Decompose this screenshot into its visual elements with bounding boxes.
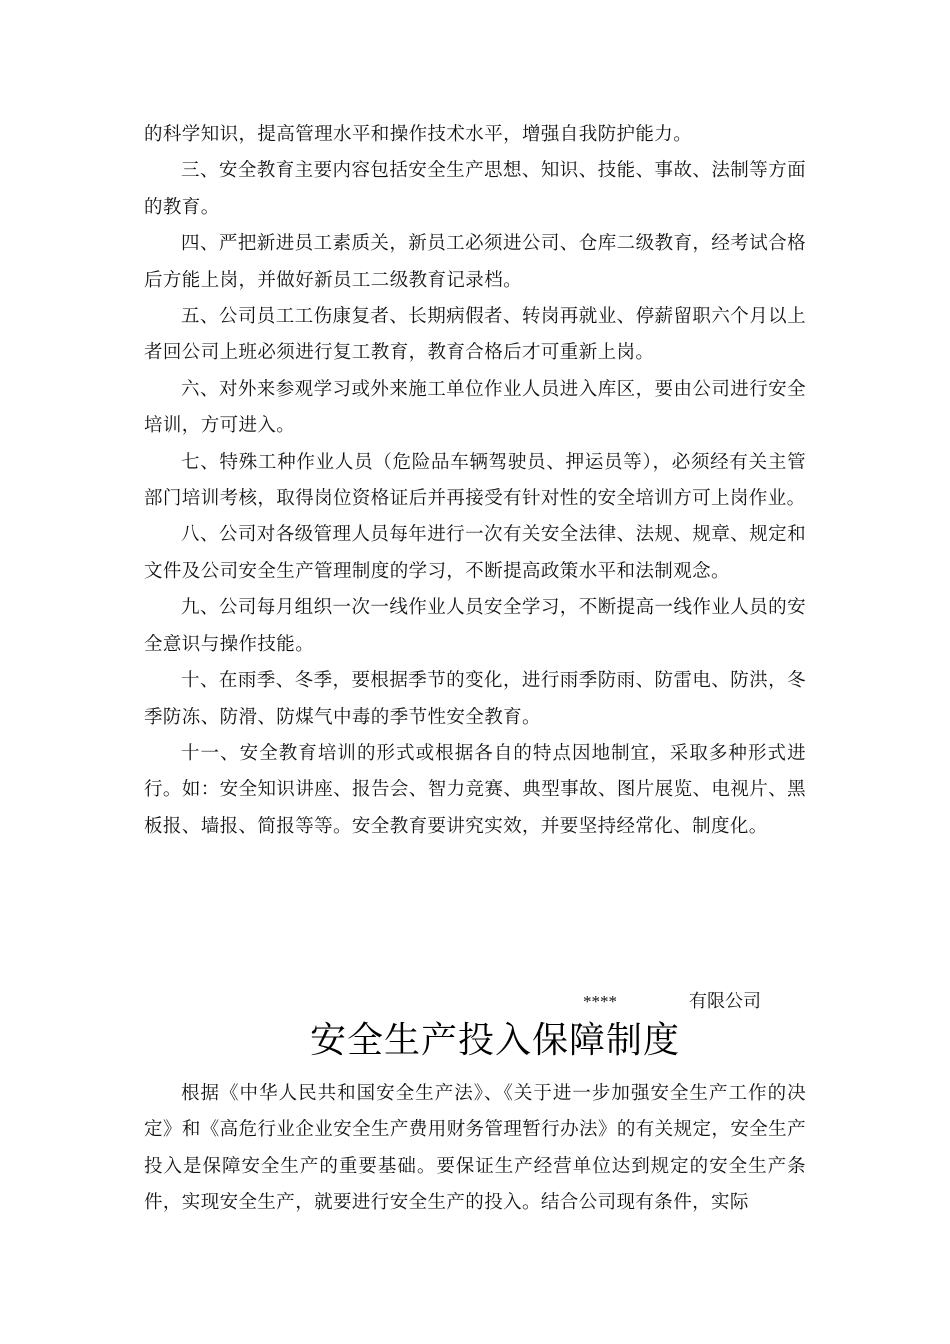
document-title: 安全生产投入保障制度 — [309, 1020, 680, 1061]
paragraph-continuation: 的科学知识，提高管理水平和操作技术水平，增强自我防护能力。 — [144, 124, 693, 145]
paragraph-clause-6: 六、对外来参观学习或外来施工单位作业人员进入库区，要由公司进行安全培训，方可进入。 — [144, 378, 806, 437]
paragraph-intro: 根据《中华人民共和国安全生产法》、《关于进一步加强安全生产工作的决定》和《高危行业企业安全生产费用财务管理暂行办法》的有关规定，安全生产投入是保障安全生产的重要基础。要保证生产经营单位达到规定的安全生产条件，实现安全生产，就要进行安全生产的投入。结合公司现有条件，实际 — [144, 1083, 806, 1214]
paragraph-clause-5: 五、公司员工工伤康复者、长期病假者、转岗再就业、停薪留职六个月以上者回公司上班必须进行复工教育，教育合格后才可重新上岗。 — [144, 306, 806, 364]
paragraph-clause-7: 七、特殊工种作业人员（危险品车辆驾驶员、押运员等），必须经有关主管部门培训考核，取得岗位资格证后并再接受有针对性的安全培训方可上岗作业。 — [144, 451, 806, 510]
company-name-line — [583, 988, 813, 1016]
company-name-placeholder: **** — [583, 992, 617, 1011]
paragraph-clause-3: 三、安全教育主要内容包括安全生产思想、知识、技能、事故、法制等方面的教育。 — [144, 160, 806, 218]
paragraph-clause-10: 十、在雨季、冬季，要根据季节的变化，进行雨季防雨、防雷电、防洪，冬季防冻、防滑、防煤气中毒的季节性安全教育。 — [144, 670, 806, 728]
paragraph-clause-8: 八、公司对各级管理人员每年进行一次有关安全法律、法规、规章、规定和文件及公司安全生产管理制度的学习，不断提高政策水平和法制观念。 — [144, 524, 806, 582]
investment-guarantee-body — [144, 1076, 806, 1222]
safety-education-clauses — [144, 117, 806, 845]
paragraph-clause-11: 十一、安全教育培训的形式或根据各自的特点因地制宜，采取多种形式进行。如：安全知识讲座、报告会、智力竞赛、典型事故、图片展览、电视片、黑板报、墙报、简报等等。安全教育要讲究实效，并要坚持经常化、制度化。 — [144, 742, 806, 837]
company-name-suffix: 有限公司 — [689, 991, 761, 1012]
paragraph-clause-9: 九、公司每月组织一次一线作业人员安全学习，不断提高一线作业人员的安全意识与操作技能。 — [144, 597, 806, 655]
paragraph-clause-4: 四、严把新进员工素质关，新员工必须进公司、仓库二级教育，经考试合格后方能上岗，并做好新员工二级教育记录档。 — [144, 233, 806, 291]
